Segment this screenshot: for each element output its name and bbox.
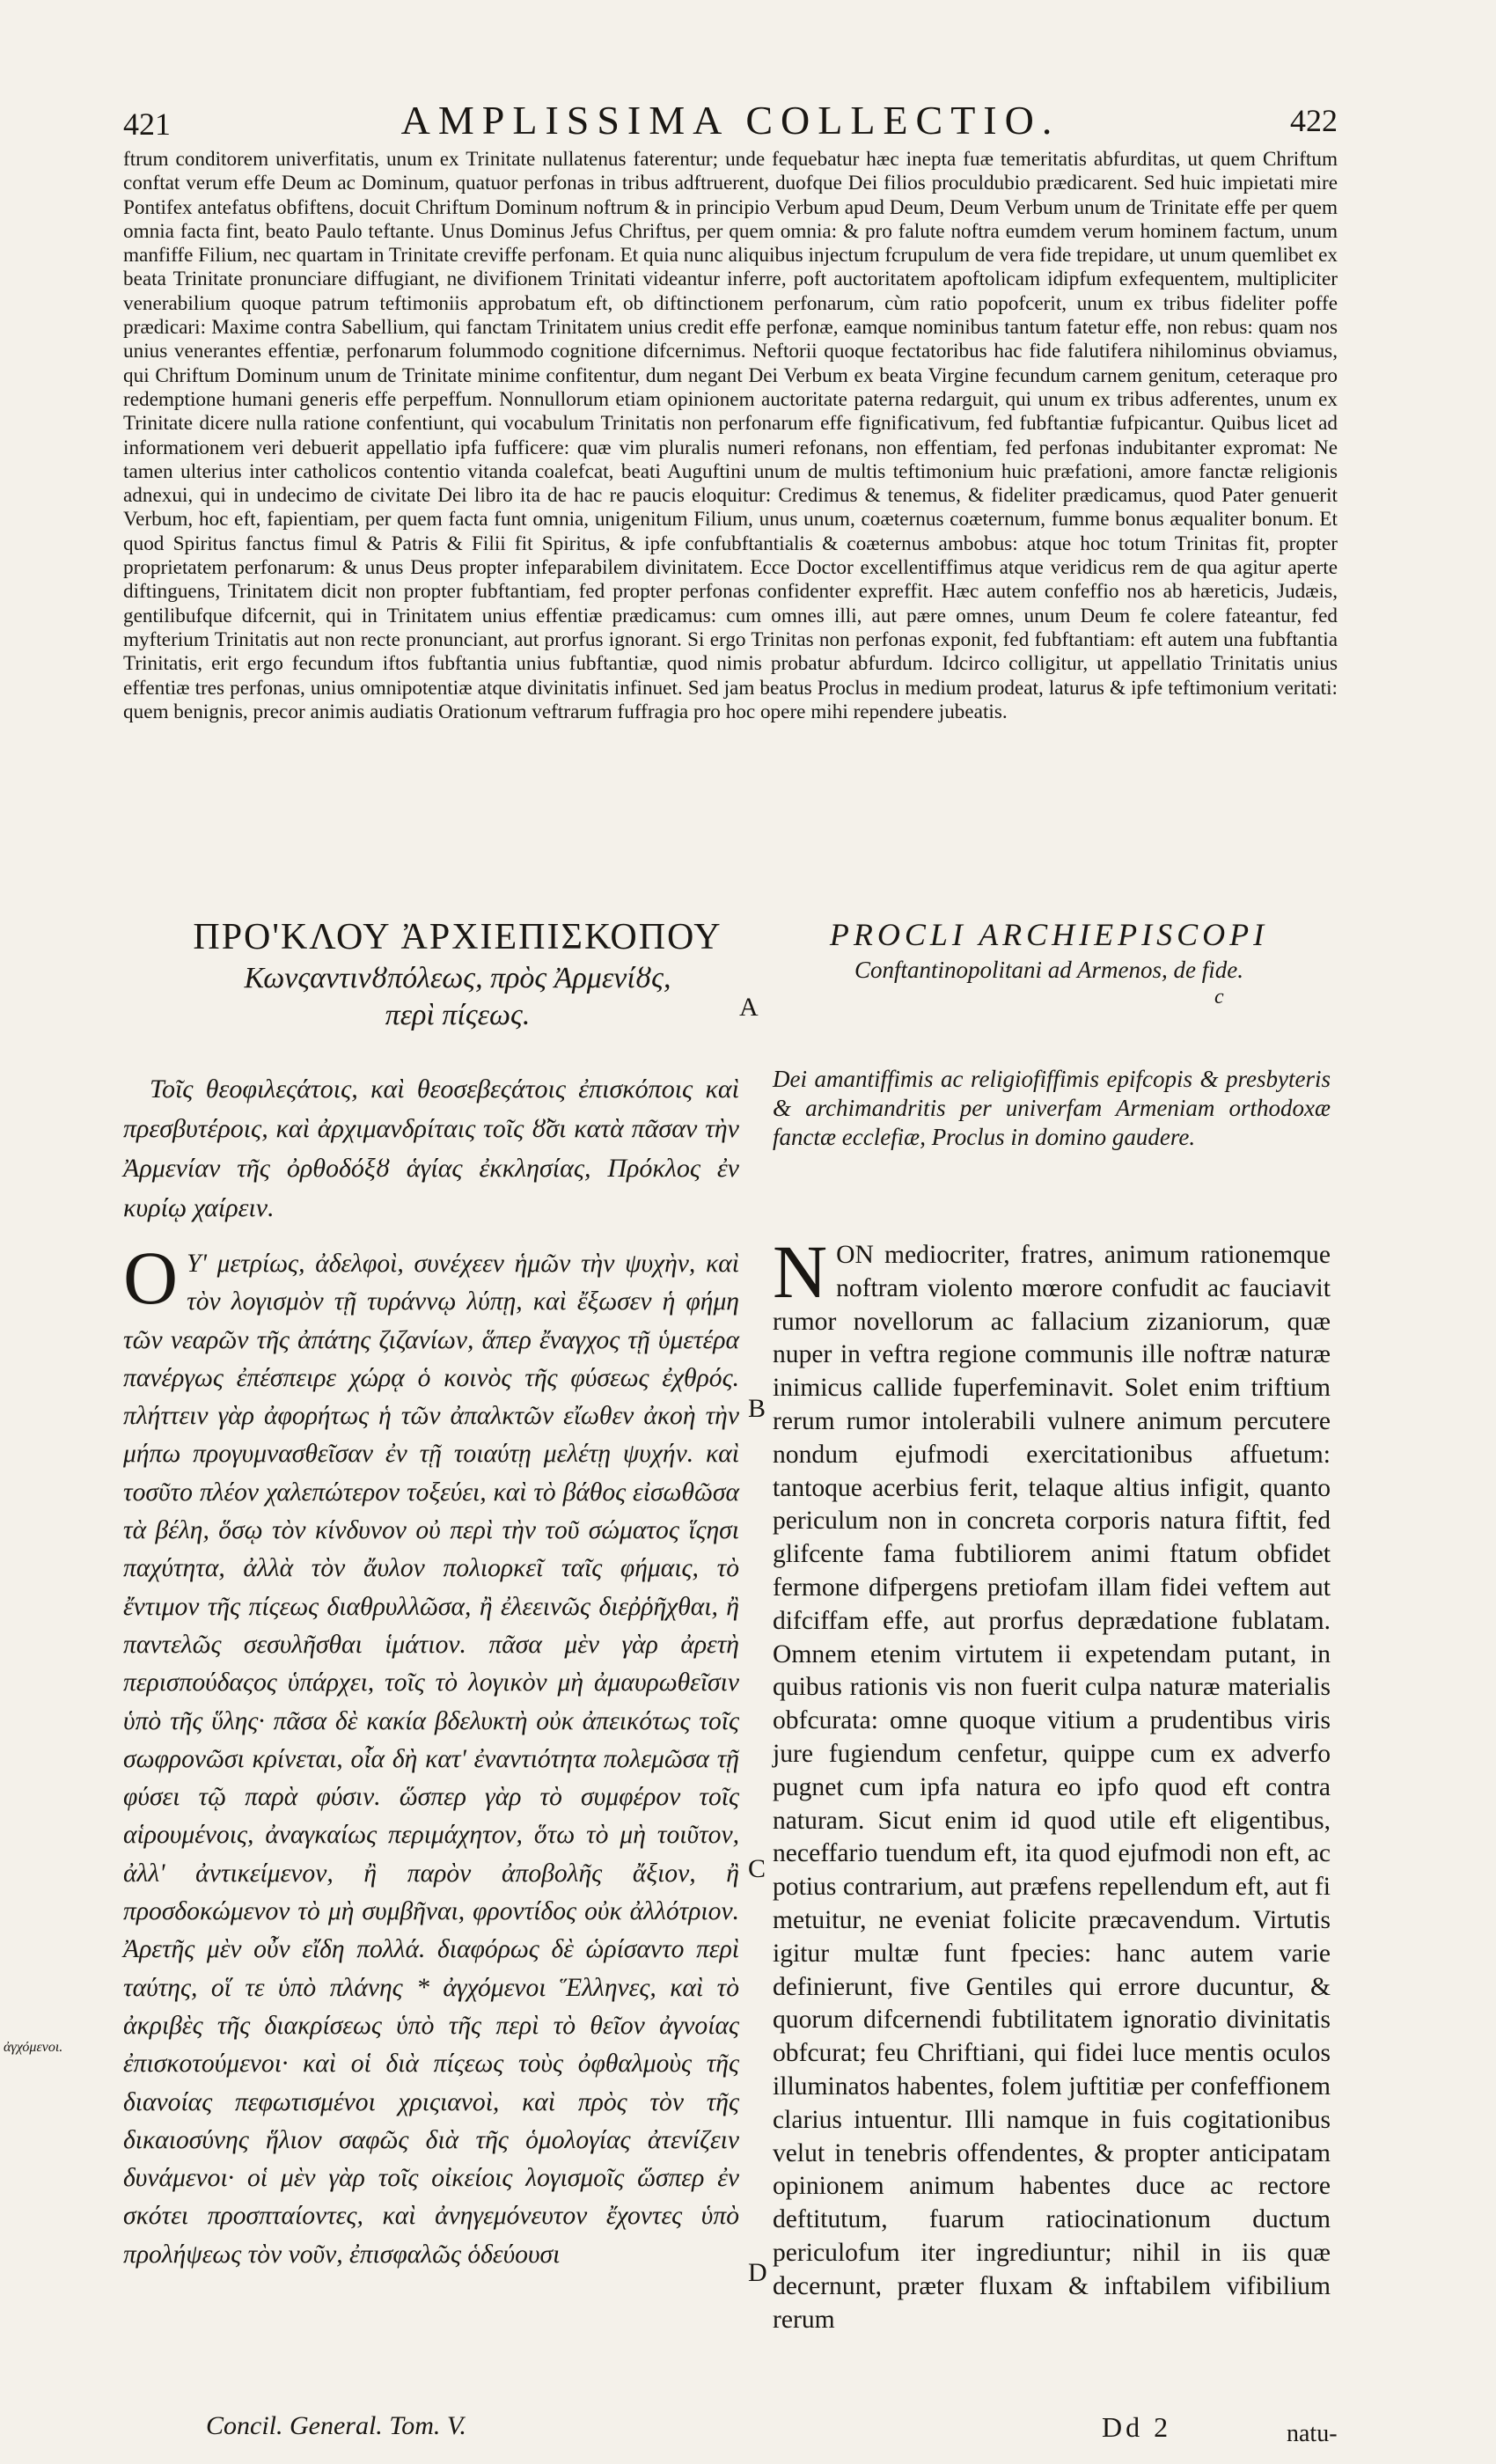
latin-title-line-2: Conftantinopolitani ad Armenos, de fide.: [854, 957, 1243, 983]
greek-title: [123, 915, 792, 1033]
greek-title-line-2: Κωνςαντινȣπόλεως, πρὸς Ἀρμενίȣς,: [244, 962, 671, 994]
greek-title-line-1: ΠΡΟ'ΚΛΟΥ ἈΡΧΙΕΠΙΣΚΟΠΟΥ: [193, 917, 722, 957]
footer-signature-mark: Dd 2: [1102, 2411, 1172, 2443]
margin-mark-b: B: [748, 1394, 766, 1423]
page-number-left: 421: [123, 106, 171, 142]
greek-body-text: Υ' μετρίως, ἀδελφοὶ, συνέχεεν ἡμῶν τὴν ψυχὴν, καὶ τὸν λογισμὸν τῇ τυράννῳ λύπῃ, καὶ ἔξωσεν ἡ φήμη τῶν νεαρῶν τῆς ἀπάτης ζιζανίων, ἅπερ ἔναγχος τῇ ὑμετέρα πανέργως ἐπέσπειρε χώρᾳ ὁ κοινὸς τῆς φύσεως ἐχθρός. πλήττειν γὰρ ἀφορήτως ἡ τῶν ἀπαλκτῶν εἴωθεν ἀκοὴ τὴν μήπω προγυμνασθεῖσαν ἐν τῇ τοιαύτῃ μελέτῃ ψυχήν. καὶ τοσῦτο πλέον χαλεπώτερον τοξεύει, καὶ τὸ βάθος εἰσωθῶσα τὰ βέλη, ὅσῳ τὸν κίνδυνον οὐ περὶ τὴν τοῦ σώματος ἵςησι παχύτητα, ἀλλὰ τὸν ἄυλον πολιορκεῖ ταῖς φήμαις, τὸ ἔντιμον τῆς πίςεως διαθρυλλῶσα, ἢ ἐλεεινῶς διεῤῥῆχθαι, ἢ παντελῶς σεσυλῆσθαι ἱμάτιον. πᾶσα μὲν γὰρ ἀρετὴ περισπούδαςος ὑπάρχει, τοῖς τὸ λογικὸν μὴ ἀμαυρωθεῖσιν ὑπὸ τῆς ὕλης· πᾶσα δὲ κακία βδελυκτὴ οὐκ ἀπεικότως τοῖς σωφρονῶσι κρίνεται, οἷα δὴ κατ' ἐναντιότητα πολεμῶσα τῇ φύσει τῷ παρὰ φύσιν. ὥσπερ γὰρ τὸ συμφέρον τοῖς αἱρουμένοις, ἀναγκαίως περιμάχητον, ὅτω τὸ μὴ τοιῦτον, ἀλλ' ἀντικείμενον, ἢ παρὸν ἀποβολῆς ἄξιον, ἢ προσδοκώμενον τὸ μὴ συμβῆναι, φροντίδος οὐκ ἀλλότριον. Ἀρετῆς μὲν οὖν εἴδη πολλά. διαφόρως δὲ ὡρίσαντο περὶ ταύτης, οἵ τε ὑπὸ πλάνης * ἀγχόμενοι Ἕλληνες, καὶ τὸ ἀκριβὲς τῆς διακρίσεως ὑπὸ τῆς περὶ τὸ θεῖον ἀγνοίας ἐπισκοτούμενοι· καὶ οἱ διὰ πίςεως τοὺς ὀφθαλμοὺς τῆς διανοίας πεφωτισμένοι χριςιανοὶ, καὶ πρὸς τὸν τῆς δικαιοσύνης ἥλιον σαφῶς διὰ τῆς ὁμολογίας ἀτενίζειν δυνάμενοι· οἱ μὲν γὰρ τοῖς οἰκείοις λογισμοῖς ὥσπερ ἐν σκότει προσπταίοντες, καὶ ἀνηγεμόνευτον ἔχοντες ὑπὸ προλήψεως τὸν νοῦν, ἐπισφαλῶς ὁδεύουσι: [123, 1250, 739, 2269]
footer-signature-line: Concil. General. Tom. V.: [206, 2411, 466, 2440]
margin-mark-d: D: [748, 2258, 767, 2287]
page-number-right: 422: [1290, 103, 1338, 138]
margin-mark-c: C: [748, 1854, 766, 1883]
margin-mark-a: A: [739, 993, 759, 1022]
intro-text: ftrum conditorem univerfitatis, unum ex Trinitate nullatenus faterentur; unde fequebatur hæc inepta fuæ temeritatis abfurditas, ut quem Chriftum conftat verum effe Deum ac Dominum, quatuor perfonas in tribus adftruerent, duofque Dei filios proculdubio prædicarent. Sed huic impietati mire Pontifex antefatus obfiftens, docuit Chriftum Dominum noftrum & in principio Verbum apud Deum, Deum Verbum unum de Trinitate effe per quem omnia facta fint, beato Paulo teftante. Unus Dominus Jefus Chriftus, per quem omnia: & pro falute noftra eumdem verum hominem factum, unum manfiffe Filium, nec quartam in Trinitate creviffe perfonam. Et quia nunc aliquibus injectum fcrupulum de vera fide trepidare, ut unum quemlibet ex beata Trinitate pronunciare diffugiant, ne divifionem Trinitati videantur inferre, poft auctoritatem apoftolicam idipfum exfequentem, multipliciter venerabilium quoque patrum teftimoniis approbatum eft, ob diftinctionem perfonarum, cùm ratio popofcerit, unum ex tribus fideliter poffe prædicari: Maxime contra Sabellium, qui fanctam Trinitatem unius credit effe perfonæ, eamque nominibus tantum fatetur effe, non rebus: quam nos unius venerantes effentiæ, perfonarum folummodo cognitione difcernimus. Neftorii quoque fectatoribus hac fide falutifera nihilominus obviamus, qui Chriftum Dominum unum de Trinitate minime confitentur, dum negant Dei Verbum ex beata Virgine fecundum carnem genitum, ceteraque pro redemptione humani generis effe perpeffum. Nonnullorum etiam opinionem auctoritate paterna redarguit, qui unum ex tribus adferentes, unum ex Trinitate dicere nulla ratione confentiunt, qui vocabulum Trinitatis non perfonarum effe fignificativum, fed fubftantiæ fufpicantur. Quibus licet ad informationem veri debuerit appellatio ipfa fufficere: quæ vim pluralis numeri refonans, non effentiam, fed perfonas indubitanter expromat: Ne tamen ulterius inter catholicos contentio vitanda coalefcat, beati Auguftini unum de multis teftimonium huic præfationi, amore fanctæ religionis adnexui, qui in undecimo de civitate Dei libro ita de hac re paucis eloquitur: Credimus & tenemus, & fideliter prædicamus, quod Pater genuerit Verbum, hoc eft, fapientiam, per quem facta funt omnia, unigenitum Filium, unus unum, coæternus coæternum, fumme bonus æqualiter bonum. Et quod Spiritus fanctus fimul & Patris & Filii fit Spiritus, & ipfe confubftantialis & coæternus ambobus: atque hoc totum Trinitas fit, propter proprietatem perfonarum: & unus Deus propter infeparabilem divinitatem. Ecce Doctor excellentiffimus atque veridicus rem de qua agitur aperte diftinguens, Trinitatem dicit non propter fubftantiam, fed propter perfonas confidenter expreffit. Hæc autem confeffio nos ab hæreticis, Judæis, gentilibufque difcernit, qui in Trinitatem unius effentiæ prædicamus: cum omnes illi, aut pære omnes, unum Deum fe colere fateantur, fed myfterium Trinitatis aut non recte pronunciant, aut prorfus ignorant. Si ergo Trinitas non perfonas exponit, fed fubftantiam: eft autem una fubftantia Trinitatis, erit ergo fecundum iftos fubftantia unius fubftantiæ, quod nimis probatur abfurdum. Idcirco colligitur, ut appellatio Trinitatis unius effentiæ tres perfonas, unius omnipotentiæ atque divinitatis infinuet. Sed jam beatus Proclus in medium prodeat, laturus & ipfe teftimonium veritati: quem benignis, precor animis audiatis Orationum veftrarum fuffragia pro hoc opere mihi rependere jubeatis.: [123, 148, 1338, 723]
greek-title-line-3: περὶ πίςεως.: [385, 999, 531, 1031]
latin-title: [767, 915, 1331, 986]
footer-catchword: natu-: [1287, 2420, 1338, 2447]
latin-title-line-1: PROCLI ARCHIEPISCOPI: [829, 917, 1269, 952]
latin-dropcap: N: [773, 1229, 828, 1314]
intro-paragraph: [123, 148, 1338, 724]
latin-body-column: [773, 1229, 1331, 2336]
greek-dropcap: O: [123, 1236, 179, 1320]
margin-mark-small-c: c: [1214, 986, 1224, 1008]
page-header: [123, 97, 1338, 150]
greek-body-column: [123, 1236, 739, 2274]
running-title: AMPLISSIMA COLLECTIO.: [400, 98, 1060, 143]
latin-body-text: ON mediocriter, fratres, animum rationemque noftram violento mœrore confudit ac fauciavit rumor novellorum ac fallacium zizaniorum, quæ nuper in veftra regione communis ille noftræ naturæ inimicus callide fuperfeminavit. Solet enim triftium rerum rumor intolerabili vulnere animum percutere nondum ejufmodi exercitationibus affuetum: tantoque acerbius ferit, telaque altius infigit, quanto periculum non in concreta corporis natura fiftit, fed glifcente fama fubtiliorem animi ftatum obfidet fermone difpergens pretiofam illam fidei veftem aut difciffam effe, aut prorfus deprædatione fublatam. Omnem etenim virtutem ii expetendam putant, in quibus rationis vis non fuerit culpa naturæ materialis obfcurata: omne quoque vitium a prudentibus viris jure fugiendum cenfetur, quippe cum ex adverfo pugnet cum ipfa natura eo ipfo quod eft contra naturam. Sicut enim id quod utile eft eligentibus, neceffario tuendum eft, ita quod ejufmodi non eft, ac potius contrarium, aut præfens repellendum eft, aut fi metuitur, ne eveniat folicite præcavendum. Virtutis igitur multæ funt fpecies: hanc autem varie definierunt, five Gentiles qui errore ducuntur, & quorum difcernendi fubtilitatem ignoratio divinitatis obfcurat; feu Chriftiani, qui fidei luce mentis oculos illuminatos habentes, folem juftitiæ per confeffionem clarius intuentur. Illi namque in fuis cogitationibus velut in tenebris offendentes, & propter anticipatam opinionem animum habentes duce ac rectore deftitutum, fuarum ratiocinationum ductum periculofum iter ingrediuntur; nihil in iis quæ decernunt, præter fluxam & inftabilem vifibilium rerum: [773, 1241, 1331, 2334]
marginal-note: ἀγχόμενοι.: [4, 2040, 63, 2055]
greek-greeting: Τοῖς θεοφιλεςάτοις, καὶ θεοσεβεςάτοις ἐπισκόποις καὶ πρεσβυτέροις, καὶ ἀρχιμανδρίταις τοῖς ȣ̓̃σι κατὰ πᾶσαν τὴν Ἀρμενίαν τῆς ὀρθοδόξȣ ἁγίας ἐκκλησίας, Πρόκλος ἐν κυρίῳ χαίρειν.: [123, 1074, 739, 1222]
latin-greeting: Dei amantiffimis ac religiofiffimis epifcopis & presbyteris & archimandritis per univerfam Armeniam orthodoxæ fanctæ ecclefiæ, Proclus in domino gaudere.: [773, 1066, 1331, 1150]
